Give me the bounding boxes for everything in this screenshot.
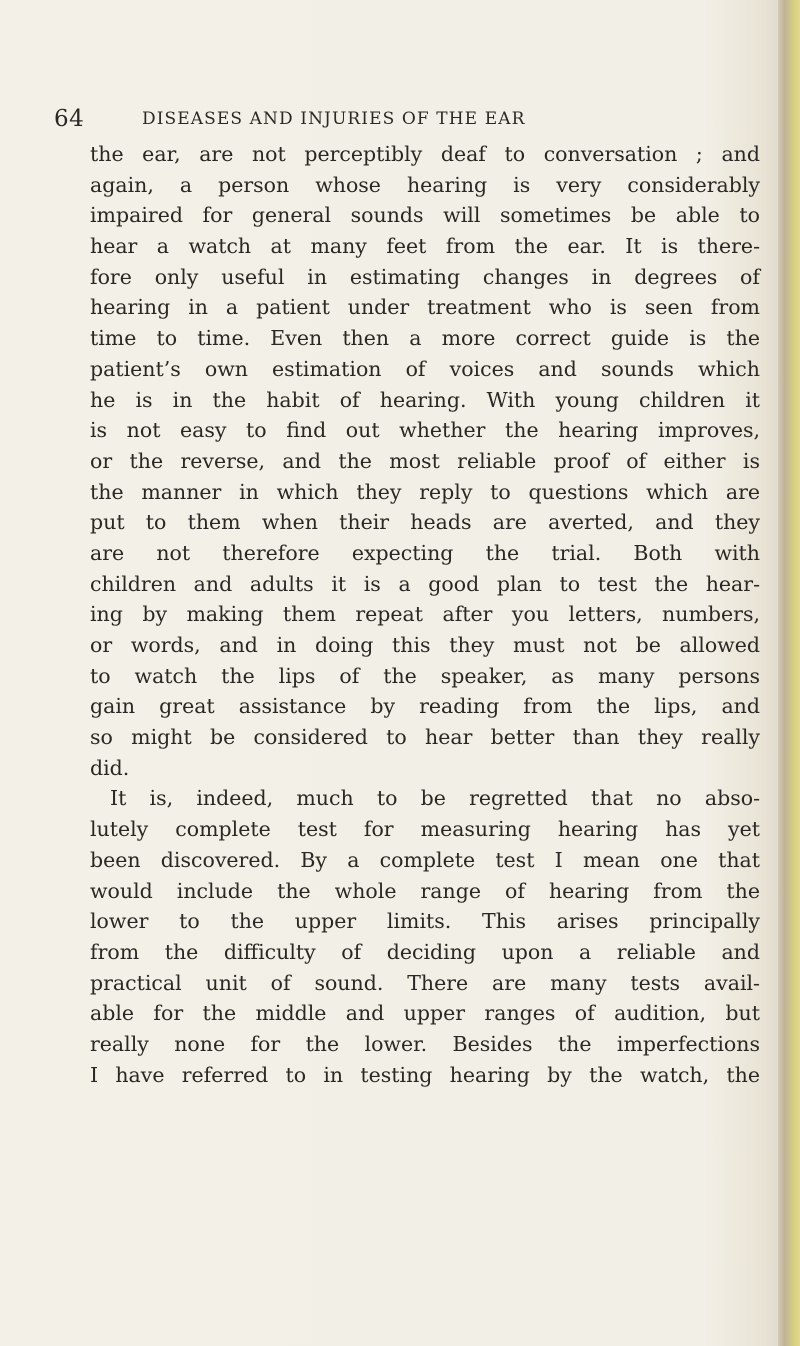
text-line: lutely complete test for measuring hearing has yet [90,817,760,842]
text-line: or the reverse, and the most reliable proof of either is [90,448,760,473]
body-text [90,139,760,1090]
text-line: again, a person whose hearing is very considerably [90,172,760,197]
text-line: put to them when their heads are averted, and they [90,510,760,535]
text-line: the manner in which they reply to questions which are [90,479,760,504]
text-line: he is in the habit of hearing. With young children it [90,387,760,412]
text-line: did. [90,755,130,780]
text-line: been discovered. By a complete test I mean one that [90,847,760,872]
text-line: hearing in a patient under treatment who is seen from [90,295,760,320]
text-line: impaired for general sounds will sometimes be able to [90,203,760,228]
text-line: patient’s own estimation of voices and sounds which [90,356,760,381]
page-number: 64 [54,106,85,132]
page-header [54,106,694,136]
text-line: time to time. Even then a more correct guide is the [90,326,760,351]
text-line: hear a watch at many feet from the ear. It is there- [90,234,760,259]
text-line: so might be considered to hear better than they really [90,725,760,750]
text-line: from the difficulty of deciding upon a reliable and [90,939,760,964]
text-line: I have referred to in testing hearing by the watch, the [90,1062,760,1087]
page-edge [778,0,800,1346]
text-line: able for the middle and upper ranges of audition, but [90,1001,760,1026]
text-line: really none for the lower. Besides the imperfections [90,1031,760,1056]
running-head: DISEASES AND INJURIES OF THE EAR [142,109,526,129]
text-line: ing by making them repeat after you letters, numbers, [90,602,760,627]
text-line: children and adults it is a good plan to test the hear- [90,571,760,596]
text-line: to watch the lips of the speaker, as many persons [90,663,760,688]
paragraph-start-line: It is, indeed, much to be regretted that no abso- [110,786,760,811]
text-line: gain great assistance by reading from the lips, and [90,694,760,719]
text-line: fore only useful in estimating changes in degrees of [90,264,760,289]
text-line: the ear, are not perceptibly deaf to conversation ; and [90,142,760,166]
text-line: is not easy to find out whether the hearing improves, [90,418,760,443]
text-line: are not therefore expecting the trial. Both with [90,540,760,565]
text-line: or words, and in doing this they must not be allowed [90,633,760,657]
text-line: practical unit of sound. There are many tests avail- [90,970,760,995]
text-line: lower to the upper limits. This arises principally [90,909,760,934]
text-line: would include the whole range of hearing from the [90,878,760,903]
